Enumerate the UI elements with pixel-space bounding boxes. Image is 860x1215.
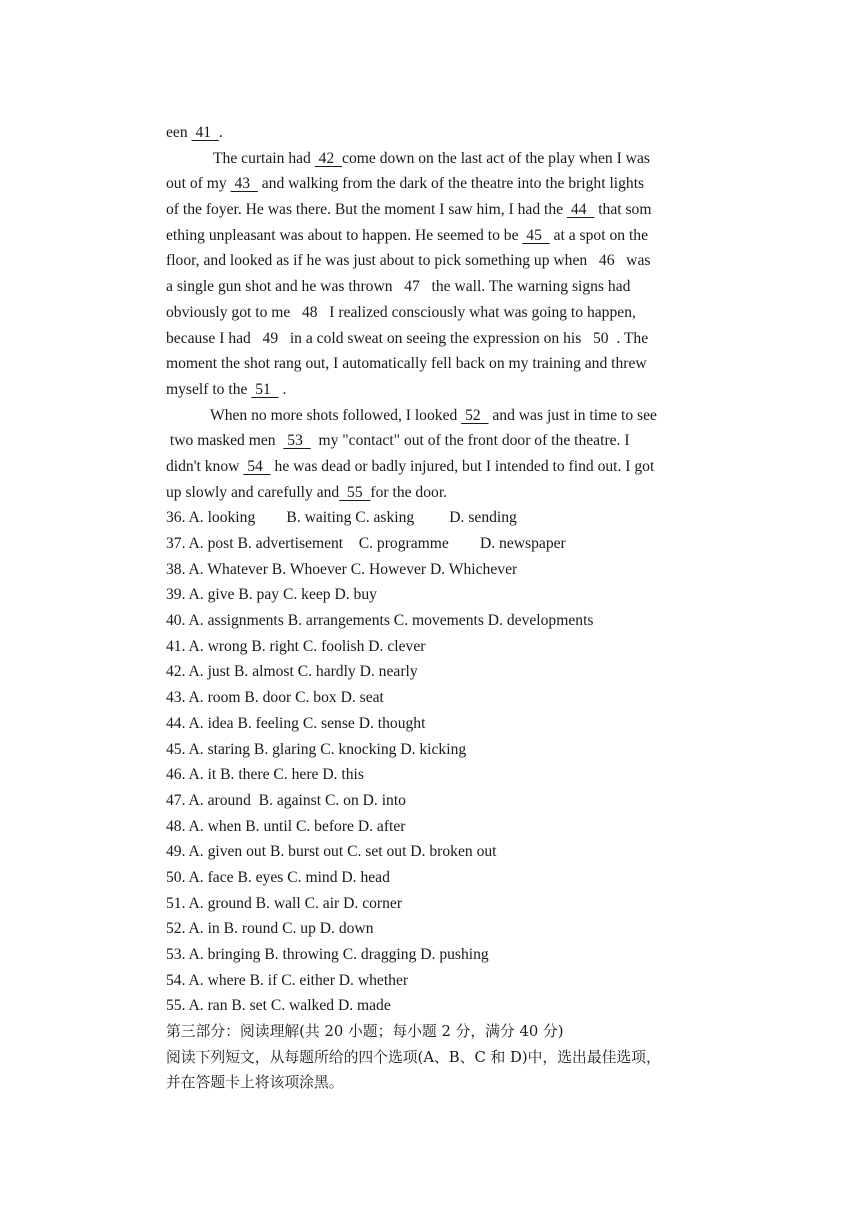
text-run: of the foyer. He was there. But the moment I saw him, I had the — [166, 201, 567, 219]
text-run: een — [166, 124, 192, 141]
text-run: The curtain had — [213, 149, 315, 167]
passage-line — [166, 197, 718, 223]
text-run: When no more shots followed, I looked — [210, 406, 462, 424]
text-run: out of my — [166, 175, 231, 193]
option-item-40: 40. A. assignments B. arrangements C. movements D. developments — [166, 612, 594, 630]
option-item-49: 49. A. given out B. burst out C. set out D. broken out — [166, 843, 497, 861]
passage-line: a single gun shot and he was thrown 47 the wall. The warning signs had — [166, 278, 631, 296]
option-item-52: 52. A. in B. round C. up D. down — [166, 920, 374, 938]
blank-42: 42 — [314, 149, 343, 167]
text-run: he was dead or badly injured, but I intended to find out. I got — [270, 457, 655, 475]
blank-52: 52 — [461, 406, 489, 424]
passage-line: floor, and looked as if he was just about to pick something up when 46 was — [166, 252, 651, 270]
passage-line — [166, 223, 718, 249]
passage-line — [166, 480, 718, 506]
passage-line — [166, 377, 718, 403]
passage-line: moment the shot rang out, I automatically fell back on my training and threw — [166, 355, 647, 373]
text-run: and walking from the dark of the theatre into the bright lights — [257, 175, 645, 193]
options-list — [166, 505, 718, 1019]
text-run: . — [278, 380, 287, 398]
option-item-36: 36. A. looking B. waiting C. asking D. sending — [166, 509, 517, 527]
option-item-37: 37. A. post B. advertisement C. programme D. newspaper — [166, 535, 566, 552]
text-run: and was just in time to see — [488, 406, 657, 424]
passage-line — [166, 146, 718, 172]
text-run: that som — [594, 201, 652, 219]
blank-55: 55 — [339, 483, 371, 501]
blank-41: 41 — [191, 124, 219, 141]
text-run: at a spot on the — [549, 226, 648, 244]
option-item-38: 38. A. Whatever B. Whoever C. However D. Whichever — [166, 560, 518, 578]
option-item-47: 47. A. around B. against C. on D. into — [166, 791, 406, 809]
passage-line — [166, 403, 718, 429]
blank-44: 44 — [567, 201, 595, 219]
text-run: . — [218, 124, 223, 141]
text-run: up slowly and carefully and — [166, 483, 340, 501]
text-run: for the door. — [370, 483, 448, 501]
passage-line — [166, 428, 718, 454]
option-item-44: 44. A. idea B. feeling C. sense D. thought — [166, 714, 426, 732]
option-item-46: 46. A. it B. there C. here D. this — [166, 766, 364, 784]
blank-43: 43 — [230, 175, 258, 193]
option-item-45: 45. A. staring B. glaring C. knocking D. kicking — [166, 740, 467, 758]
blank-51: 51 — [251, 380, 279, 398]
passage-line — [166, 454, 718, 480]
document-page — [166, 120, 718, 1096]
text-run: ething unpleasant was about to happen. He seemed to be — [166, 226, 523, 244]
text-run: come down on the last act of the play when I was — [342, 149, 650, 167]
blank-54: 54 — [243, 457, 271, 475]
blank-45: 45 — [522, 226, 550, 244]
section-instruction: 并在答题卡上将该项涂黑。 — [166, 1074, 344, 1092]
option-item-53: 53. A. bringing B. throwing C. dragging D. pushing — [166, 946, 489, 963]
option-item-54: 54. A. where B. if C. either D. whether — [166, 971, 409, 989]
option-item-39: 39. A. give B. pay C. keep D. buy — [166, 586, 377, 604]
blank-53: 53 — [283, 432, 311, 450]
option-item-55: 55. A. ran B. set C. walked D. made — [166, 997, 391, 1015]
option-item-42: 42. A. just B. almost C. hardly D. nearly — [166, 663, 418, 681]
text-run: didn't know — [166, 457, 244, 475]
passage-line: obviously got to me 48 I realized consciously what was going to happen, — [166, 303, 636, 321]
section-instruction: 阅读下列短文，从每题所给的四个选项(A、B、C 和 D)中，选出最佳选项， — [166, 1048, 661, 1066]
passage-line — [166, 171, 718, 197]
option-item-50: 50. A. face B. eyes C. mind D. head — [166, 868, 390, 886]
passage-line: because I had 49 in a cold sweat on seeing the expression on his 50 . The — [166, 329, 649, 347]
option-item-43: 43. A. room B. door C. box D. seat — [166, 689, 384, 707]
option-item-48: 48. A. when B. until C. before D. after — [166, 817, 406, 835]
text-run: myself to the — [166, 380, 252, 398]
text-run: my "contact" out of the front door of the theatre. I — [310, 432, 630, 450]
option-item-51: 51. A. ground B. wall C. air D. corner — [166, 894, 403, 912]
section-heading: 第三部分：阅读理解(共 20 小题；每小题 2 分，满分 40 分) — [166, 1023, 564, 1041]
text-run: two masked men — [166, 432, 284, 450]
passage-line — [166, 120, 718, 146]
option-item-41: 41. A. wrong B. right C. foolish D. clever — [166, 637, 426, 655]
